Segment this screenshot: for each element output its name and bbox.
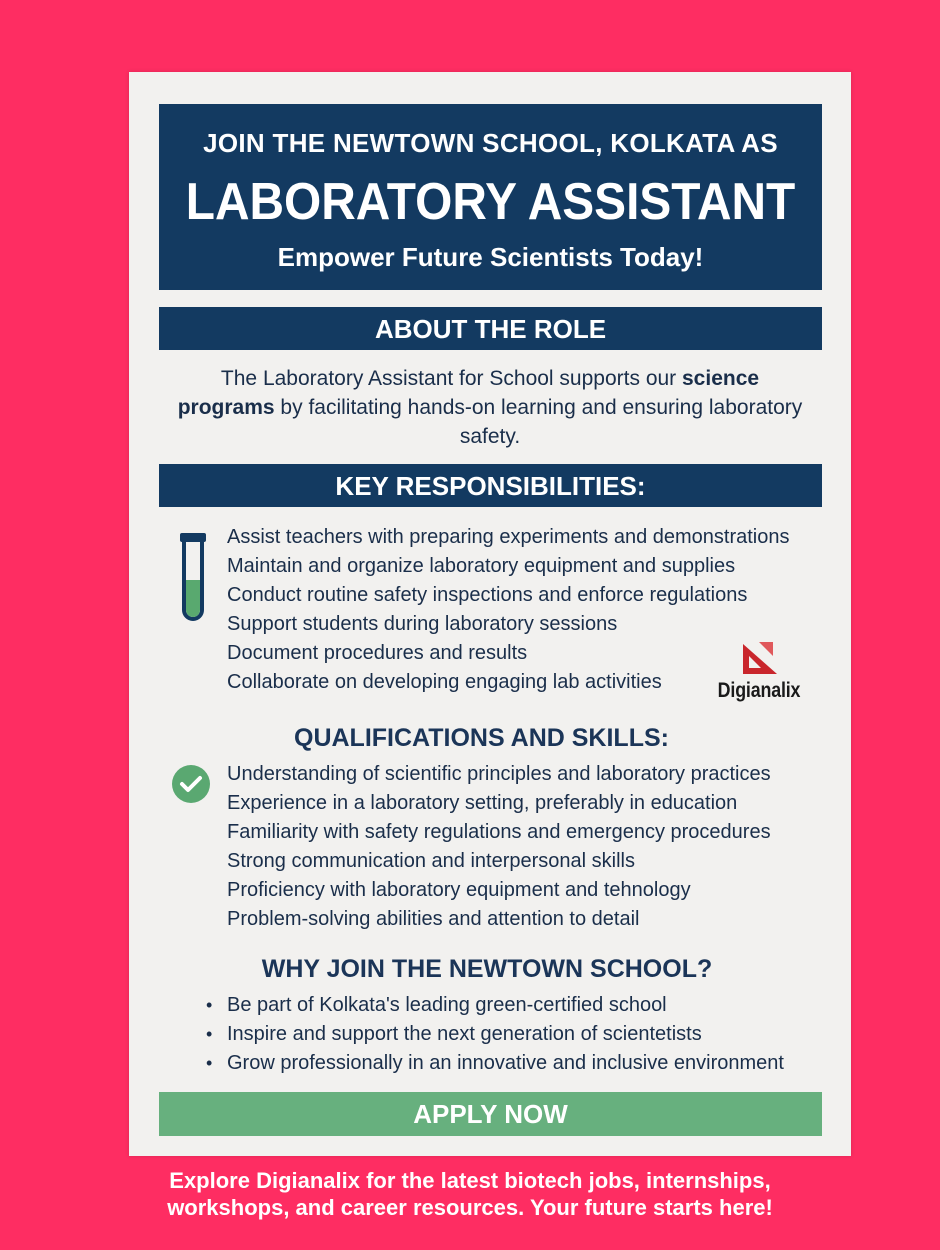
why-join-list: [206, 991, 784, 1078]
hero-subtitle: Empower Future Scientists Today!: [277, 242, 704, 272]
hero-pre-title: JOIN THE NEWTOWN SCHOOL, KOLKATA AS: [203, 128, 778, 158]
list-item: Understanding of scientific principles and laboratory practices: [227, 763, 771, 785]
about-heading: ABOUT THE ROLE: [159, 307, 822, 350]
list-item: Problem-solving abilities and attention to detail: [227, 908, 640, 930]
qualifications-heading: QUALIFICATIONS AND SKILLS:: [294, 724, 669, 752]
responsibilities-heading: KEY RESPONSIBILITIES:: [159, 464, 822, 507]
footer-line-1: Explore Digianalix for the latest biotech jobs, internships,: [169, 1168, 771, 1193]
list-item: Proficiency with laboratory equipment and tehnology: [227, 879, 691, 901]
list-item: • Grow professionally in an innovative and inclusive environment: [206, 1049, 784, 1078]
job-poster-card: [129, 72, 851, 1156]
list-item: Maintain and organize laboratory equipment and supplies: [227, 555, 736, 577]
test-tube-icon: [179, 532, 207, 624]
about-text-part1: The Laboratory Assistant for School supports our: [220, 367, 682, 390]
check-circle-icon: [171, 764, 211, 804]
list-item: • Inspire and support the next generation of scientetists: [206, 1020, 784, 1049]
list-item: Familiarity with safety regulations and emergency procedures: [227, 821, 771, 843]
why-join-heading: WHY JOIN THE NEWTOWN SCHOOL?: [261, 955, 713, 983]
apply-now-button[interactable]: APPLY NOW: [159, 1092, 822, 1136]
logo-text: Digianalix: [717, 679, 801, 702]
footer-caption: [0, 1167, 940, 1221]
list-item: Assist teachers with preparing experiments and demonstrations: [227, 526, 790, 548]
list-item: Conduct routine safety inspections and enforce regulations: [227, 584, 748, 606]
list-item: Document procedures and results: [227, 642, 528, 664]
hero-banner: [159, 104, 822, 290]
list-item: Support students during laboratory sessions: [227, 613, 618, 635]
list-item: Strong communication and interpersonal skills: [227, 850, 635, 872]
hero-title: LABORATORY ASSISTANT: [185, 173, 796, 231]
about-text: [174, 364, 806, 451]
list-item: • Be part of Kolkata's leading green-certified school: [206, 991, 784, 1020]
list-item: Experience in a laboratory setting, preferably in education: [227, 792, 738, 814]
about-text-bold: science programs: [177, 367, 760, 419]
about-text-part2: by facilitating hands-on learning and ensuring laboratory safety.: [274, 396, 803, 448]
digianalix-logo: [704, 638, 814, 703]
footer-line-2: workshops, and career resources. Your future starts here!: [167, 1195, 773, 1220]
list-item: Collaborate on developing engaging lab activities: [227, 671, 662, 693]
qualifications-list: [227, 760, 771, 934]
digianalix-logo-icon: [737, 638, 781, 676]
